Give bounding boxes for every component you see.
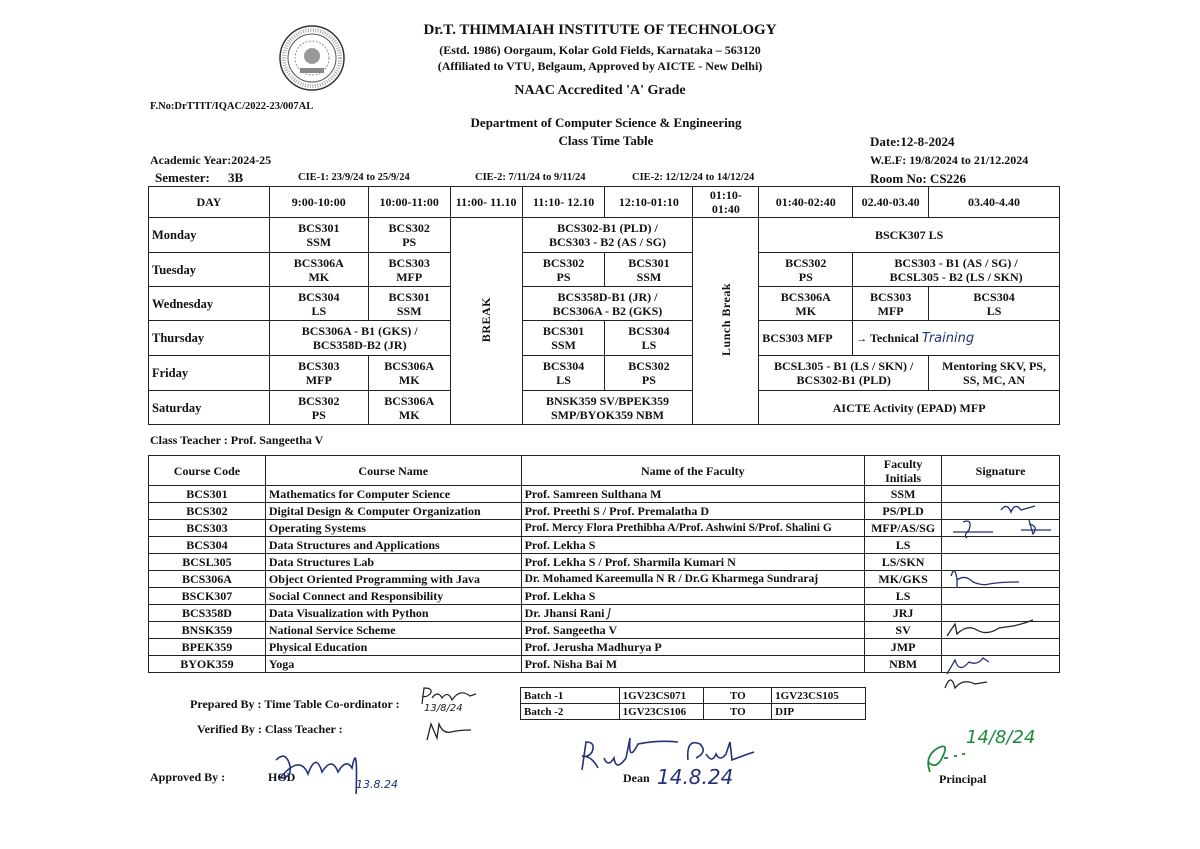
friday-p1: BCS303 MFP bbox=[269, 356, 368, 391]
course-name: Social Connect and Responsibility bbox=[265, 588, 521, 605]
monday-p2: BCS302 PS bbox=[368, 218, 450, 253]
course-code: BCS306A bbox=[149, 571, 266, 588]
institute-address: (Estd. 1986) Oorgaum, Kolar Gold Fields, Karnataka – 563120 bbox=[439, 43, 761, 57]
batch-end: DIP bbox=[772, 704, 866, 720]
course-code: BCS302 bbox=[149, 503, 266, 520]
course-header-row bbox=[149, 456, 1060, 486]
batch-row bbox=[521, 704, 866, 720]
wednesday-p1: BCS304 LS bbox=[269, 287, 368, 321]
wednesday-p2: BCS301 SSM bbox=[368, 287, 450, 321]
header-slot-3: 11:10- 12.10 bbox=[522, 187, 605, 218]
course-table bbox=[148, 455, 1060, 673]
course-name: Physical Education bbox=[265, 639, 521, 656]
course-code: BCS358D bbox=[149, 605, 266, 622]
break-column bbox=[450, 218, 522, 425]
batch-label: Batch -1 bbox=[521, 688, 620, 704]
thursday-p3: BCS301 SSM bbox=[522, 321, 605, 356]
batch-from: 1GV23CS071 bbox=[619, 688, 704, 704]
day-thursday: Thursday bbox=[149, 321, 270, 356]
header-course-code: Course Code bbox=[149, 456, 266, 486]
batch-to: TO bbox=[704, 688, 772, 704]
saturday-p3: BNSK359 SV/BPEK359 SMP/BYOK359 NBM bbox=[522, 391, 693, 425]
institute-logo bbox=[278, 24, 346, 92]
break-label: BREAK bbox=[479, 296, 494, 343]
faculty-name: Prof. Lekha S / Prof. Sharmila Kumari N bbox=[521, 554, 865, 571]
thursday-p5: BCS303 MFP bbox=[759, 321, 853, 356]
monday-row bbox=[149, 218, 1060, 253]
naac-grade: NAAC Accredited 'A' Grade bbox=[514, 83, 686, 98]
cie1-dates: CIE-1: 23/9/24 to 25/9/24 bbox=[298, 172, 410, 183]
course-name: Data Visualization with Python bbox=[265, 605, 521, 622]
course-name: Digital Design & Computer Organization bbox=[265, 503, 521, 520]
friday-p6: Mentoring SKV, PS, SS, MC, AN bbox=[929, 356, 1060, 391]
tuesday-p5: BCS302 PS bbox=[759, 253, 853, 287]
room-number: Room No: CS226 bbox=[870, 171, 967, 186]
wednesday-p3: BCS358D-B1 (JR) / BCS306A - B2 (GKS) bbox=[522, 287, 693, 321]
class-teacher: Class Teacher : Prof. Sangeetha V bbox=[150, 433, 324, 447]
table-row bbox=[149, 656, 1060, 673]
faculty-initials: LS/SKN bbox=[865, 554, 942, 571]
institute-name: Dr.T. THIMMAIAH INSTITUTE OF TECHNOLOGY bbox=[423, 22, 777, 38]
course-code: BPEK359 bbox=[149, 639, 266, 656]
header-day: DAY bbox=[149, 187, 270, 218]
day-wednesday: Wednesday bbox=[149, 287, 270, 321]
table-row bbox=[149, 639, 1060, 656]
saturday-row bbox=[149, 391, 1060, 425]
table-row bbox=[149, 605, 1060, 622]
academic-year: Academic Year:2024-25 bbox=[150, 153, 272, 167]
faculty-initials: NBM bbox=[865, 656, 942, 673]
faculty-initials: PS/PLD bbox=[865, 503, 942, 520]
saturday-p1: BCS302 PS bbox=[269, 391, 368, 425]
course-code: BCS304 bbox=[149, 537, 266, 554]
tuesday-p1: BCS306A MK bbox=[269, 253, 368, 287]
saturday-p2: BCS306A MK bbox=[368, 391, 450, 425]
course-name: Object Oriented Programming with Java bbox=[265, 571, 521, 588]
course-code: BYOK359 bbox=[149, 656, 266, 673]
faculty-name: Prof. Sangeetha V bbox=[521, 622, 865, 639]
monday-afternoon: BSCK307 LS bbox=[759, 218, 1060, 253]
semester-value: 3B bbox=[228, 170, 244, 185]
hod-date: 13.8.24 bbox=[356, 778, 398, 791]
header-slot-4: 12:10-01:10 bbox=[605, 187, 693, 218]
faculty-initials: SSM bbox=[865, 486, 942, 503]
semester-label: Semester: bbox=[155, 170, 210, 185]
faculty-initials: MK/GKS bbox=[865, 571, 942, 588]
header-slot-1: 9:00-10:00 bbox=[269, 187, 368, 218]
dean-date: 14.8.24 bbox=[657, 765, 734, 789]
wednesday-p5: BCS306A MK bbox=[759, 287, 853, 321]
faculty-initials: SV bbox=[865, 622, 942, 639]
faculty-name-handwritten: J bbox=[607, 606, 612, 620]
table-row bbox=[149, 520, 1060, 537]
friday-p3: BCS304 LS bbox=[522, 356, 605, 391]
faculty-name: Prof. Preethi S / Prof. Premalatha D bbox=[521, 503, 865, 520]
thursday-row bbox=[149, 321, 1060, 356]
course-name: Yoga bbox=[265, 656, 521, 673]
faculty-name: Prof. Lekha S bbox=[521, 588, 865, 605]
dean-label: Dean bbox=[623, 771, 650, 785]
faculty-name: Dr. Jhansi Rani J bbox=[521, 605, 865, 622]
prepared-date: 13/8/24 bbox=[424, 703, 463, 714]
class-teacher-signature bbox=[425, 722, 473, 742]
tuesday-p3: BCS302 PS bbox=[522, 253, 605, 287]
course-code: BCS303 bbox=[149, 520, 266, 537]
thursday-p4: BCS304 LS bbox=[605, 321, 693, 356]
table-row bbox=[149, 486, 1060, 503]
principal-label: Principal bbox=[939, 772, 987, 786]
course-name: Operating Systems bbox=[265, 520, 521, 537]
wednesday-p7: BCS304 LS bbox=[929, 287, 1060, 321]
header-faculty-initials: Faculty Initials bbox=[865, 456, 942, 486]
header-faculty-name: Name of the Faculty bbox=[521, 456, 865, 486]
course-code: BNSK359 bbox=[149, 622, 266, 639]
faculty-name: Prof. Mercy Flora Prethibha A/Prof. Ashwini S/Prof. Shalini G bbox=[521, 520, 865, 537]
department-name: Department of Computer Science & Engineering bbox=[470, 115, 742, 130]
training-handwritten: Training bbox=[921, 330, 975, 346]
faculty-initials: LS bbox=[865, 588, 942, 605]
verified-by: Verified By : Class Teacher : bbox=[197, 722, 343, 736]
cie2-second-dates: CIE-2: 12/12/24 to 14/12/24 bbox=[632, 172, 755, 183]
friday-p2: BCS306A MK bbox=[368, 356, 450, 391]
prepared-by: Prepared By : Time Table Co-ordinator : bbox=[190, 697, 400, 711]
course-name: Data Structures Lab bbox=[265, 554, 521, 571]
course-name: Mathematics for Computer Science bbox=[265, 486, 521, 503]
tuesday-p4: BCS301 SSM bbox=[605, 253, 693, 287]
faculty-initials: JMP bbox=[865, 639, 942, 656]
faculty-signatures bbox=[943, 496, 1059, 690]
table-row bbox=[149, 537, 1060, 554]
table-row bbox=[149, 571, 1060, 588]
monday-p1: BCS301 SSM bbox=[269, 218, 368, 253]
course-code: BCSL305 bbox=[149, 554, 266, 571]
faculty-name: Dr. Mohamed Kareemulla N R / Dr.G Kharmega Sundraraj bbox=[521, 571, 865, 588]
header-signature: Signature bbox=[942, 456, 1060, 486]
wef-dates: W.E.F: 19/8/2024 to 21/12.2024 bbox=[870, 153, 1029, 167]
course-name: National Service Scheme bbox=[265, 622, 521, 639]
friday-row bbox=[149, 356, 1060, 391]
day-tuesday: Tuesday bbox=[149, 253, 270, 287]
header-slot-6: 02.40-03.40 bbox=[853, 187, 929, 218]
day-monday: Monday bbox=[149, 218, 270, 253]
friday-p5: BCSL305 - B1 (LS / SKN) / BCS302-B1 (PLD) bbox=[759, 356, 929, 391]
timetable-header-row bbox=[149, 187, 1060, 218]
tuesday-p6: BCS303 - B1 (AS / SG) / BCSL305 - B2 (LS / SKN) bbox=[853, 253, 1060, 287]
day-friday: Friday bbox=[149, 356, 270, 391]
header-slot-2: 10:00-11:00 bbox=[368, 187, 450, 218]
day-saturday: Saturday bbox=[149, 391, 270, 425]
file-number: F.No:DrTTIT/IQAC/2022-23/007AL bbox=[150, 101, 314, 112]
batch-to: TO bbox=[704, 704, 772, 720]
table-row bbox=[149, 503, 1060, 520]
faculty-initials: MFP/AS/SG bbox=[865, 520, 942, 537]
header-slot-lunch: 01:10-01:40 bbox=[693, 187, 759, 218]
friday-p4: BCS302 PS bbox=[605, 356, 693, 391]
header-slot-7: 03.40-4.40 bbox=[929, 187, 1060, 218]
batch-row bbox=[521, 688, 866, 704]
faculty-name: Prof. Jerusha Madhurya P bbox=[521, 639, 865, 656]
batch-from: 1GV23CS106 bbox=[619, 704, 704, 720]
principal-date: 14/8/24 bbox=[966, 727, 1036, 748]
faculty-name: Prof. Lekha S bbox=[521, 537, 865, 554]
faculty-initials: JRJ bbox=[865, 605, 942, 622]
lunch-label: Lunch Break bbox=[718, 283, 733, 356]
header-course-name: Course Name bbox=[265, 456, 521, 486]
wednesday-p6: BCS303 MFP bbox=[853, 287, 929, 321]
approved-by: Approved By : bbox=[150, 770, 226, 784]
faculty-name: Prof. Samreen Sulthana M bbox=[521, 486, 865, 503]
header-slot-break: 11:00- 11.10 bbox=[450, 187, 522, 218]
course-code: BCS301 bbox=[149, 486, 266, 503]
course-code: BSCK307 bbox=[149, 588, 266, 605]
batch-label: Batch -2 bbox=[521, 704, 620, 720]
thursday-p1: BCS306A - B1 (GKS) / BCS358D-B2 (JR) bbox=[269, 321, 450, 356]
monday-p3: BCS302-B1 (PLD) / BCS303 - B2 (AS / SG) bbox=[522, 218, 693, 253]
cie2-dates: CIE-2: 7/11/24 to 9/11/24 bbox=[475, 172, 586, 183]
saturday-afternoon: AICTE Activity (EPAD) MFP bbox=[759, 391, 1060, 425]
table-row bbox=[149, 588, 1060, 605]
thursday-p6: → Technical Training bbox=[853, 321, 1060, 356]
table-row bbox=[149, 622, 1060, 639]
tuesday-p2: BCS303 MFP bbox=[368, 253, 450, 287]
lunch-column bbox=[693, 218, 759, 425]
timetable bbox=[148, 186, 1060, 425]
batch-end: 1GV23CS105 bbox=[772, 688, 866, 704]
document-title: Class Time Table bbox=[558, 133, 654, 148]
faculty-name: Prof. Nisha Bai M bbox=[521, 656, 865, 673]
wednesday-row bbox=[149, 287, 1060, 321]
hod-label: HOD bbox=[268, 770, 296, 784]
date: Date:12-8-2024 bbox=[870, 134, 955, 149]
faculty-initials: LS bbox=[865, 537, 942, 554]
institute-affiliation: (Affiliated to VTU, Belgaum, Approved by AICTE - New Delhi) bbox=[437, 59, 763, 73]
batch-table bbox=[520, 687, 866, 720]
course-name: Data Structures and Applications bbox=[265, 537, 521, 554]
tuesday-row bbox=[149, 253, 1060, 287]
table-row bbox=[149, 554, 1060, 571]
header-slot-5: 01:40-02:40 bbox=[759, 187, 853, 218]
